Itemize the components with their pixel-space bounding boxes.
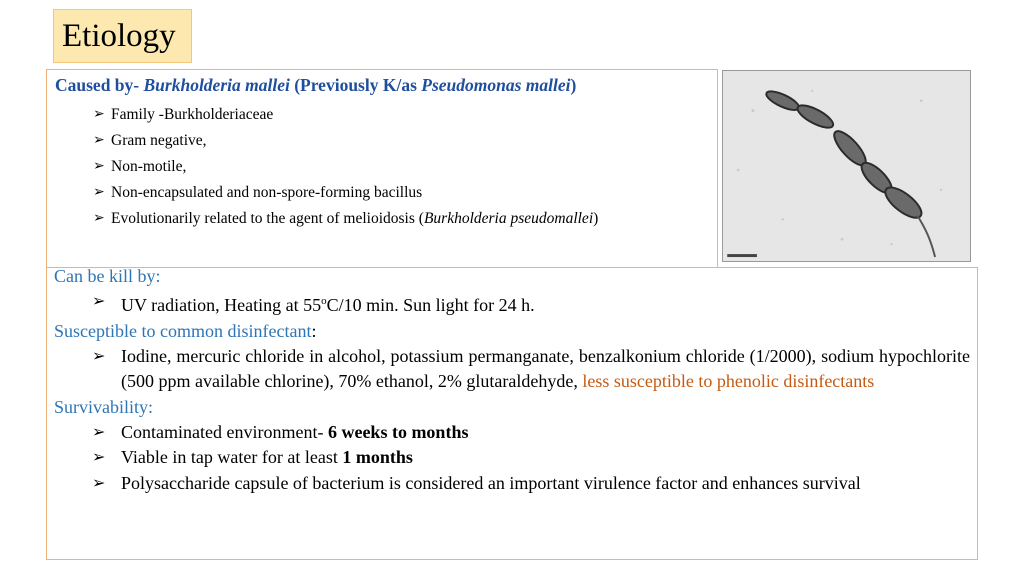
arrow-bullet-icon: ➢ (92, 474, 106, 492)
arrow-bullet-icon: ➢ (92, 347, 106, 365)
arrow-bullet-icon: ➢ (92, 293, 106, 310)
old-organism-name: Pseudomonas mallei (421, 75, 571, 95)
caused-by-line: Caused by- Burkholderia mallei (Previously K/as Pseudomonas mallei) (55, 75, 577, 95)
list-item: ➢ Iodine, mercuric chloride in alcohol, potassium permanganate, benzalkonium chloride (1/2000), sodium hypochlorite (500 ppm available chlorine), 70% ethanol, 2% glutaraldehyde, less susceptible to phenolic disinfectants (92, 345, 970, 391)
slide-title-text: Etiology (62, 17, 176, 54)
disinfectant-heading: Susceptible to common disinfectant: (54, 320, 317, 341)
organism-name: Burkholderia mallei (143, 75, 290, 95)
arrow-bullet-icon: ➢ (93, 159, 105, 174)
list-item: ➢ Contaminated environment- 6 weeks to months (54, 420, 970, 446)
list-item: ➢ Gram negative, (93, 128, 693, 154)
slide-title (53, 9, 192, 63)
arrow-bullet-icon: ➢ (93, 107, 105, 122)
survivability-heading: Survivability: (54, 396, 153, 417)
arrow-bullet-icon: ➢ (93, 133, 105, 148)
list-item: ➢ Evolutionarily related to the agent of melioidosis (Burkholderia pseudomallei) (93, 210, 599, 227)
list-item: ➢ Polysaccharide capsule of bacterium is considered an important virulence factor and enhances survival (54, 471, 970, 497)
arrow-bullet-icon: ➢ (92, 423, 106, 441)
arrow-bullet-icon: ➢ (93, 211, 105, 226)
list-item: ➢ Viable in tap water for at least 1 months (54, 445, 970, 471)
properties-section (54, 264, 970, 496)
arrow-bullet-icon: ➢ (92, 449, 106, 466)
bacterium-micrograph-icon (722, 70, 971, 262)
features-list (93, 102, 693, 229)
list-item: ➢ Non-encapsulated and non-spore-forming bacillus (93, 180, 693, 206)
list-item: ➢ UV radiation, Heating at 55$^o$C/10 min. Sun light for 24 h. (54, 289, 970, 319)
list-item: ➢ Non-motile, (93, 154, 693, 180)
arrow-bullet-icon: ➢ (93, 185, 105, 200)
list-item: ➢ Family -Burkholderiaceae (93, 102, 693, 128)
kill-heading: Can be kill by: (54, 266, 161, 286)
